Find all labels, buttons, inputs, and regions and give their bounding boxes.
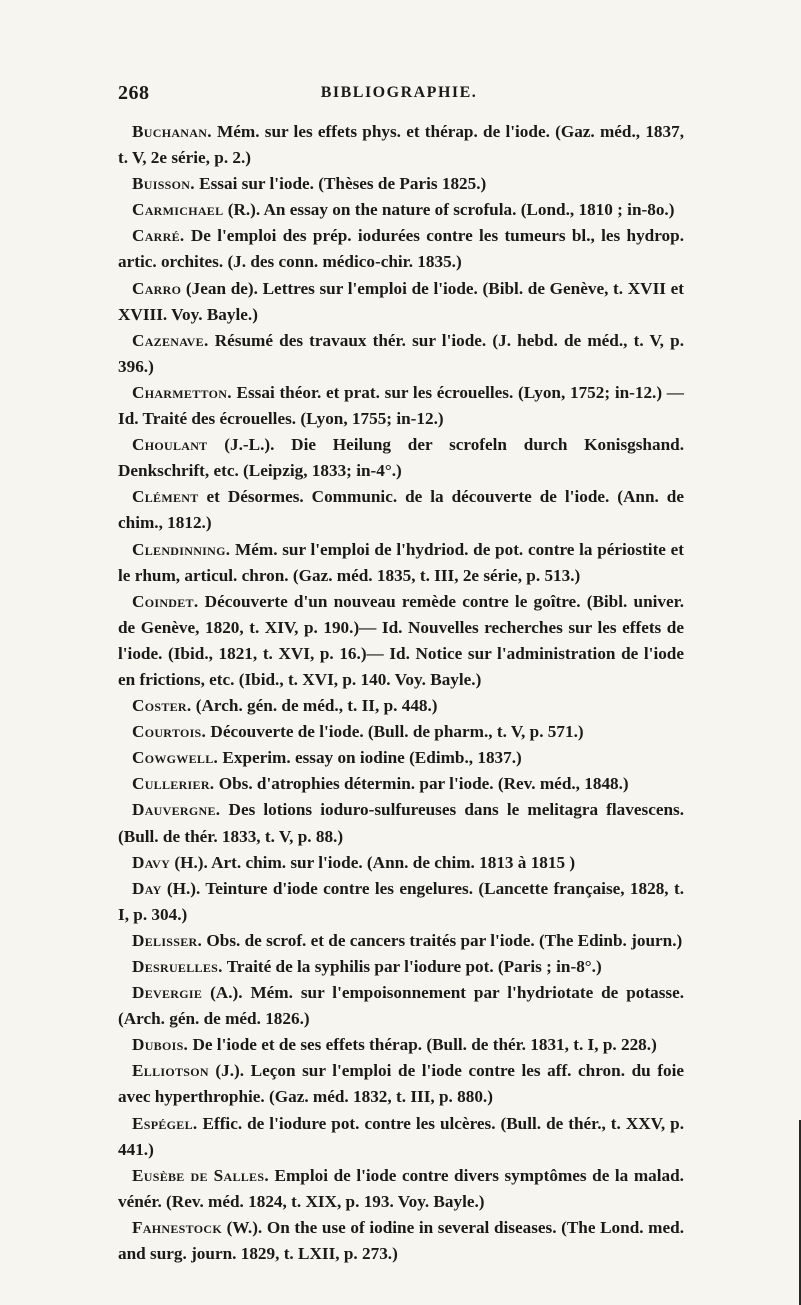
- entry-text: Essai théor. et prat. sur les écrouelles. (Lyon, 1752; in-12.) — Id. Traité des écrouelles. (Lyon, 1755; in-12.): [118, 382, 684, 429]
- bibliography-entry: [118, 328, 684, 380]
- entry-author: Dubois.: [132, 1035, 189, 1055]
- entry-text: (W.). On the use of iodine in several diseases. (The Lond. med. and surg. journ. 1829, t. LXII, p. 273.): [118, 1217, 684, 1264]
- bibliography-entry: [118, 432, 684, 484]
- entry-text: Découverte d'un nouveau remède contre le goître. (Bibl. univer. de Genève, 1820, t. XIV, p. 190.)— Id. Nouvelles recherches sur les effets de l'iode. (Ibid., 1821, t. XVI, p. 16.)— Id. Notice sur l'administration de l'iode en frictions, etc. (Ibid., t. XVI, p. 140. Voy. Bayle.): [118, 591, 684, 689]
- entry-text: Résumé des travaux thér. sur l'iode. (J. hebd. de méd., t. V, p. 396.): [118, 330, 684, 376]
- entry-author: Devergie: [132, 983, 203, 1003]
- bibliography-entry: [118, 876, 684, 928]
- entry-text: Découverte de l'iode. (Bull. de pharm., t. V, p. 571.): [206, 722, 584, 742]
- bibliography-entry: [118, 954, 684, 980]
- entry-text: Mém. sur les effets phys. et thérap. de l'iode. (Gaz. méd., 1837, t. V, 2e série, p. 2.): [118, 122, 684, 168]
- entry-author: Fahnestock: [132, 1217, 222, 1237]
- entry-author: Buisson.: [132, 174, 195, 194]
- bibliography-entry: [118, 276, 684, 328]
- bibliography-entry: [118, 719, 684, 745]
- bibliography-entry: [118, 223, 684, 275]
- entry-text: Mém. sur l'emploi de l'hydriod. de pot. contre la périostite et le rhum, articul. chron. (Gaz. méd. 1835, t. III, 2e série, p. 513.): [118, 539, 684, 585]
- entry-text: (H.). Teinture d'iode contre les engelures. (Lancette française, 1828, t. I, p. 304.): [118, 878, 684, 924]
- entry-author: Day: [132, 878, 162, 898]
- entry-text: (J.-L.). Die Heilung der scrofeln durch Konisgshand. Denkschrift, etc. (Leipzig, 1833; in-4°.): [118, 435, 684, 481]
- bibliography-entry: [118, 1058, 684, 1110]
- entry-author: Clément: [132, 487, 199, 507]
- entry-author: Cazenave.: [132, 330, 209, 350]
- entry-text: Effic. de l'iodure pot. contre les ulcères. (Bull. de thér., t. XXV, p. 441.): [118, 1113, 684, 1159]
- entry-text: Des lotions ioduro-sulfureuses dans le melitagra flavescens. (Bull. de thér. 1833, t. V, p. 88.): [118, 800, 684, 846]
- entry-text: Emploi de l'iode contre divers symptômes de la malad. vénér. (Rev. méd. 1824, t. XIX, p. 193. Voy. Bayle.): [118, 1165, 684, 1211]
- entry-text: (H.). Art. chim. sur l'iode. (Ann. de chim. 1813 à 1815 ): [170, 852, 576, 872]
- entry-author: Carmichael: [132, 200, 224, 220]
- bibliography-entry: [118, 484, 684, 536]
- entry-text: De l'emploi des prép. iodurées contre les tumeurs bl., les hydrop. artic. orchites. (J. des conn. médico-chir. 1835.): [118, 226, 684, 272]
- bibliography-entry: [118, 745, 684, 771]
- bibliography-entry: [118, 589, 684, 693]
- bibliography-entry: [118, 1032, 684, 1058]
- bibliography-entry: [118, 1111, 684, 1163]
- bibliography-entry: [118, 197, 684, 223]
- entry-author: Dauvergne.: [132, 800, 221, 820]
- bibliography-entry: [118, 850, 684, 876]
- entry-text: Essai sur l'iode. (Thèses de Paris 1825.): [194, 174, 487, 194]
- entry-author: Espégel.: [132, 1113, 198, 1133]
- entry-author: Cullerier.: [132, 774, 215, 794]
- bibliography-entry: [118, 380, 684, 432]
- bibliography-entry: [118, 797, 684, 849]
- entry-text: (R.). An essay on the nature of scrofula. (Lond., 1810 ; in-8o.): [223, 200, 675, 220]
- bibliography-entry: [118, 771, 684, 797]
- entry-text: (Arch. gén. de méd., t. II, p. 448.): [191, 696, 438, 716]
- entry-author: Courtois.: [132, 722, 207, 742]
- bibliography-entry: [118, 119, 684, 171]
- entry-text: Obs. de scrof. et de cancers traités par l'iode. (The Edinb. journ.): [202, 930, 683, 950]
- page-header: [118, 82, 680, 112]
- entry-text: (Jean de). Lettres sur l'emploi de l'iode. (Bibl. de Genève, t. XVII et XVIII. Voy. Bayle.): [118, 278, 684, 324]
- entry-author: Desruelles.: [132, 957, 223, 976]
- bibliography-entry: [118, 980, 684, 1032]
- page-number: 268: [118, 82, 150, 104]
- bibliography-entry: [118, 928, 684, 954]
- bibliography-entry: [118, 1163, 684, 1215]
- entry-author: Charmetton.: [132, 382, 232, 402]
- bibliography-entry: [118, 693, 684, 719]
- entry-text: Traité de la syphilis par l'iodure pot. (Paris ; in-8°.): [222, 957, 602, 976]
- running-title: BIBLIOGRAPHIE.: [320, 84, 478, 101]
- entry-author: Carro: [132, 278, 182, 298]
- entry-author: Eusèbe de Salles.: [132, 1165, 269, 1185]
- entry-text: (J.). Leçon sur l'emploi de l'iode contre les aff. chron. du foie avec hyperthrophie. (Gaz. méd. 1832, t. III, p. 880.): [118, 1061, 684, 1107]
- entry-author: Davy: [132, 852, 171, 872]
- entry-author: Carré.: [132, 226, 185, 246]
- entry-author: Elliotson: [132, 1061, 209, 1081]
- entry-author: Buchanan.: [132, 122, 212, 141]
- bibliography-entry: [118, 537, 684, 589]
- entry-text: De l'iode et de ses effets thérap. (Bull. de thér. 1831, t. I, p. 228.): [188, 1035, 657, 1055]
- entry-author: Delisser.: [132, 930, 203, 950]
- entry-text: et Désormes. Communic. de la découverte de l'iode. (Ann. de chim., 1812.): [118, 487, 684, 533]
- entry-text: Obs. d'atrophies détermin. par l'iode. (Rev. méd., 1848.): [214, 774, 629, 794]
- bibliography-entry: [118, 1215, 684, 1267]
- entry-author: Coster.: [132, 696, 192, 716]
- bibliography-entries: [118, 119, 684, 1267]
- entry-text: Experim. essay on iodine (Edimb., 1837.): [218, 748, 522, 768]
- entry-author: Choulant: [132, 435, 208, 455]
- entry-text: (A.). Mém. sur l'empoisonnement par l'hydriotate de potasse. (Arch. gén. de méd. 1826.): [118, 983, 684, 1029]
- bibliography-entry: [118, 171, 684, 197]
- entry-author: Clendinning.: [132, 539, 231, 559]
- entry-author: Coindet.: [132, 591, 199, 611]
- entry-author: Cowgwell.: [132, 748, 219, 768]
